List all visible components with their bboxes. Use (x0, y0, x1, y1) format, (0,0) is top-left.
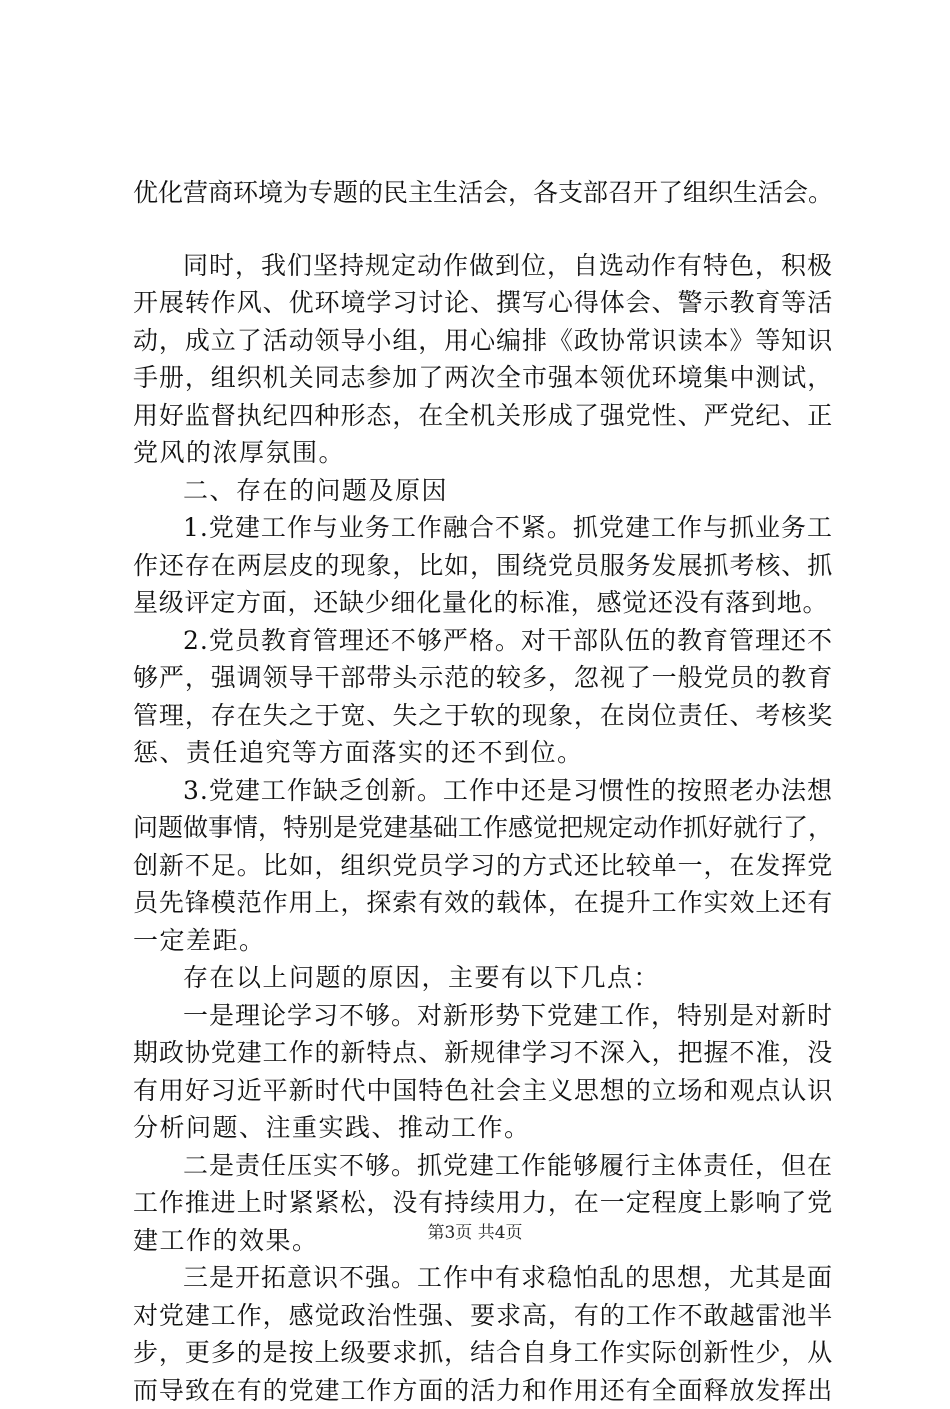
paragraph-line: 有用好习近平新时代中国特色社会主义思想的立场和观点认识 (133, 1072, 833, 1110)
paragraph-line: 够严，强调领导干部带头示范的较多，忽视了一般党员的教育 (133, 659, 833, 697)
paragraph-line: 管理，存在失之于宽、失之于软的现象，在岗位责任、考核奖 (133, 697, 833, 735)
paragraph-line: 星级评定方面，还缺少细化量化的标准，感觉还没有落到地。 (133, 584, 833, 622)
paragraph-line: 三是开拓意识不强。工作中有求稳怕乱的思想，尤其是面 (133, 1259, 833, 1297)
paragraph-line: 一是理论学习不够。对新形势下党建工作，特别是对新时 (133, 997, 833, 1035)
paragraph-line: 开展转作风、优环境学习讨论、撰写心得体会、警示教育等活 (133, 284, 833, 322)
paragraph-line: 存在以上问题的原因，主要有以下几点： (133, 959, 833, 997)
paragraph-line: 而导致在有的党建工作方面的活力和作用还有全面释放发挥出 (133, 1372, 833, 1409)
paragraph-line: 动，成立了活动领导小组，用心编排《政协常识读本》等知识 (133, 322, 833, 360)
paragraph-line: 员先锋模范作用上，探索有效的载体，在提升工作实效上还有 (133, 884, 833, 922)
paragraph-line: 对党建工作，感觉政治性强、要求高，有的工作不敢越雷池半 (133, 1297, 833, 1335)
paragraph-line: 3.党建工作缺乏创新。工作中还是习惯性的按照老办法想 (133, 772, 833, 810)
paragraph-line: 2.党员教育管理还不够严格。对干部队伍的教育管理还不 (133, 622, 833, 660)
paragraph-line: 优化营商环境为专题的民主生活会，各支部召开了组织生活会。 (133, 174, 833, 212)
paragraph-line: 党风的浓厚氛围。 (133, 434, 833, 472)
paragraph-line: 一定差距。 (133, 922, 833, 960)
paragraph-line: 工作推进上时紧紧松，没有持续用力，在一定程度上影响了党 (133, 1184, 833, 1222)
paragraph-line: 惩、责任追究等方面落实的还不到位。 (133, 734, 833, 772)
paragraph-line: 作还存在两层皮的现象，比如，围绕党员服务发展抓考核、抓 (133, 547, 833, 585)
paragraph-line: 二是责任压实不够。抓党建工作能够履行主体责任，但在 (133, 1147, 833, 1185)
paragraph-line: 分析问题、注重实践、推动工作。 (133, 1109, 833, 1147)
paragraph-line: 问题做事情，特别是党建基础工作感觉把规定动作抓好就行了， (133, 809, 833, 847)
paragraph-line: 用好监督执纪四种形态，在全机关形成了强党性、严党纪、正 (133, 397, 833, 435)
section-heading: 二、存在的问题及原因 (133, 472, 833, 510)
paragraph-line: 期政协党建工作的新特点、新规律学习不深入，把握不准，没 (133, 1034, 833, 1072)
page-number-footer: 第3页 共4页 (0, 1222, 950, 1244)
paragraph-gap (133, 212, 833, 247)
paragraph-line: 同时，我们坚持规定动作做到位，自选动作有特色，积极 (133, 247, 833, 285)
paragraph-line: 步，更多的是按上级要求抓，结合自身工作实际创新性少，从 (133, 1334, 833, 1372)
paragraph-line: 手册，组织机关同志参加了两次全市强本领优环境集中测试， (133, 359, 833, 397)
paragraph-line: 建工作的效果。 (133, 1222, 833, 1260)
paragraph-line: 创新不足。比如，组织党员学习的方式还比较单一，在发挥党 (133, 847, 833, 885)
paragraph-line: 1.党建工作与业务工作融合不紧。抓党建工作与抓业务工 (133, 509, 833, 547)
